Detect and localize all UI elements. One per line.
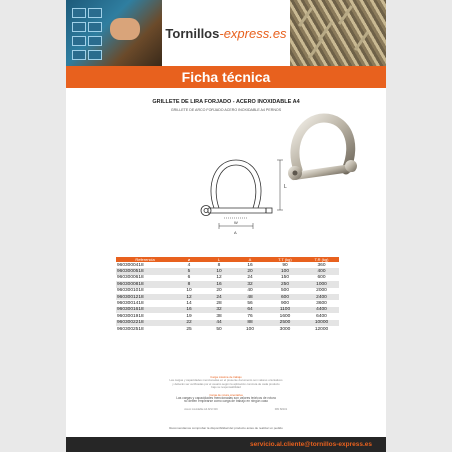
value-cell: 6400	[316, 313, 327, 319]
value-cell: 90	[282, 262, 288, 268]
reference-cell: 9603001018	[117, 288, 144, 294]
notes	[66, 375, 386, 404]
value-cell: 12	[174, 294, 204, 300]
value-cell: 16	[247, 262, 253, 268]
value-cell: 12	[216, 275, 222, 281]
notes-heading-2: Carga de rotura orientativa	[209, 392, 243, 397]
reference-cell: 9603001918	[117, 313, 144, 319]
value-cell: 50	[216, 326, 222, 332]
stamp-material: Acero inoxidable A4 AISI 316	[184, 408, 218, 411]
value-cell: 2000	[316, 288, 327, 294]
value-cell: 14	[186, 301, 192, 307]
col-header: L	[204, 257, 234, 262]
value-cell: 1000	[304, 281, 339, 287]
notes-line: no deben emplearse como carga de trabajo en ningún caso	[183, 399, 269, 404]
value-cell: 1600	[279, 313, 291, 319]
value-cell: 28	[216, 301, 222, 307]
datasheet-page	[66, 0, 386, 452]
shackle-photo	[284, 112, 362, 202]
screws-photo	[290, 0, 386, 66]
value-cell: 600	[266, 294, 304, 300]
value-cell: 32	[234, 281, 266, 287]
value-cell: 25	[186, 326, 192, 332]
value-cell: 100	[245, 326, 254, 332]
col-header: T.R (kg)	[304, 257, 339, 262]
value-cell: 4	[187, 262, 191, 268]
product-title: GRILLETE DE LIRA FORJADO - ACERO INOXIDABLE A4	[152, 99, 300, 105]
reference-cell: 9603000418	[117, 262, 144, 268]
logo	[162, 0, 290, 66]
col-header: Referencia	[116, 257, 174, 262]
col-header: T.T (kg)	[266, 257, 304, 262]
reference-cell: 9603000818	[116, 281, 174, 287]
value-cell: 600	[317, 275, 326, 281]
ficha-tecnica-banner: Ficha técnica	[66, 66, 386, 88]
value-cell: 360	[317, 262, 326, 268]
stamp-norm: DIN 82101	[274, 408, 288, 411]
reference-cell: 9603000518	[116, 268, 174, 274]
col-header: A	[234, 257, 266, 262]
notes-line: Las cargas y capacidades mencionadas son valores teóricos de rotura	[176, 395, 276, 400]
value-cell: 44	[204, 320, 234, 326]
value-cell: 2400	[304, 294, 339, 300]
product-subtitle: GRILLETE DE ARCO FORJADO ACERO INOXIDABLE A4 PERNOS	[170, 108, 282, 112]
value-cell: 16	[174, 307, 204, 313]
logo-accent: -express.es	[219, 25, 287, 41]
value-cell: 32	[204, 307, 234, 313]
reference-cell: 9603002518	[117, 326, 144, 332]
value-cell: 2500	[266, 320, 304, 326]
value-cell: 12000	[314, 326, 329, 332]
col-header: ø	[174, 257, 204, 262]
spec-table	[116, 257, 339, 332]
reference-cell: 9603001218	[116, 294, 174, 300]
value-cell: 1100	[266, 307, 304, 313]
value-cell: 10000	[304, 320, 339, 326]
value-cell: 500	[280, 288, 289, 294]
drawing-label-a: A	[234, 230, 237, 235]
value-cell: 250	[266, 281, 304, 287]
drawing-label-w: W	[234, 220, 238, 225]
value-cell: 4400	[304, 307, 339, 313]
value-cell: 20	[234, 268, 266, 274]
value-cell: 19	[186, 313, 192, 319]
reference-cell: 9603002218	[116, 320, 174, 326]
value-cell: 22	[174, 320, 204, 326]
value-cell: 64	[234, 307, 266, 313]
value-cell: 38	[216, 313, 222, 319]
footer-email-link[interactable]: servicio.al.cliente@tornillos-express.es	[250, 441, 372, 448]
value-cell: 150	[280, 275, 289, 281]
value-cell: 76	[247, 313, 253, 319]
value-cell: 6	[187, 275, 191, 281]
value-cell: 20	[216, 288, 222, 294]
value-cell: 16	[204, 281, 234, 287]
value-cell: 400	[304, 268, 339, 274]
notes-heading-1: Carga máxima de trabajo	[210, 375, 242, 379]
value-cell: 40	[247, 288, 253, 294]
value-cell: 8	[174, 281, 204, 287]
value-cell: 56	[247, 301, 253, 307]
notes-line: Las cargas y capacidades mencionadas en el presente documento son valores orientativos	[169, 378, 283, 382]
value-cell: 8	[217, 262, 221, 268]
value-cell: 3600	[316, 301, 327, 307]
footer	[66, 437, 386, 452]
tools-photo	[66, 0, 162, 66]
value-cell: 10	[204, 268, 234, 274]
value-cell: 10	[186, 288, 192, 294]
drawing-label-l: L	[284, 184, 287, 190]
technical-drawing	[184, 148, 294, 243]
disclaimer: Recomendamos comprobar la disponibilidad del producto antes de realizar un pedido	[169, 426, 283, 430]
reference-cell: 9603001418	[117, 301, 144, 307]
value-cell: 900	[280, 301, 289, 307]
value-cell: 48	[234, 294, 266, 300]
value-cell: 5	[174, 268, 204, 274]
header	[66, 0, 386, 66]
table-row	[116, 326, 339, 332]
value-cell: 24	[247, 275, 253, 281]
notes-line: y deberán ser verificadas por el usuario según la aplicación concreta de cada producto	[172, 381, 280, 386]
value-cell: 24	[204, 294, 234, 300]
reference-cell: 9603001618	[116, 307, 174, 313]
logo-main: Tornillos	[165, 25, 220, 41]
value-cell: 100	[266, 268, 304, 274]
value-cell: 88	[234, 320, 266, 326]
notes-line: bajo su responsabilidad	[211, 385, 241, 390]
value-cell: 3000	[279, 326, 291, 332]
reference-cell: 9603000618	[117, 275, 144, 281]
